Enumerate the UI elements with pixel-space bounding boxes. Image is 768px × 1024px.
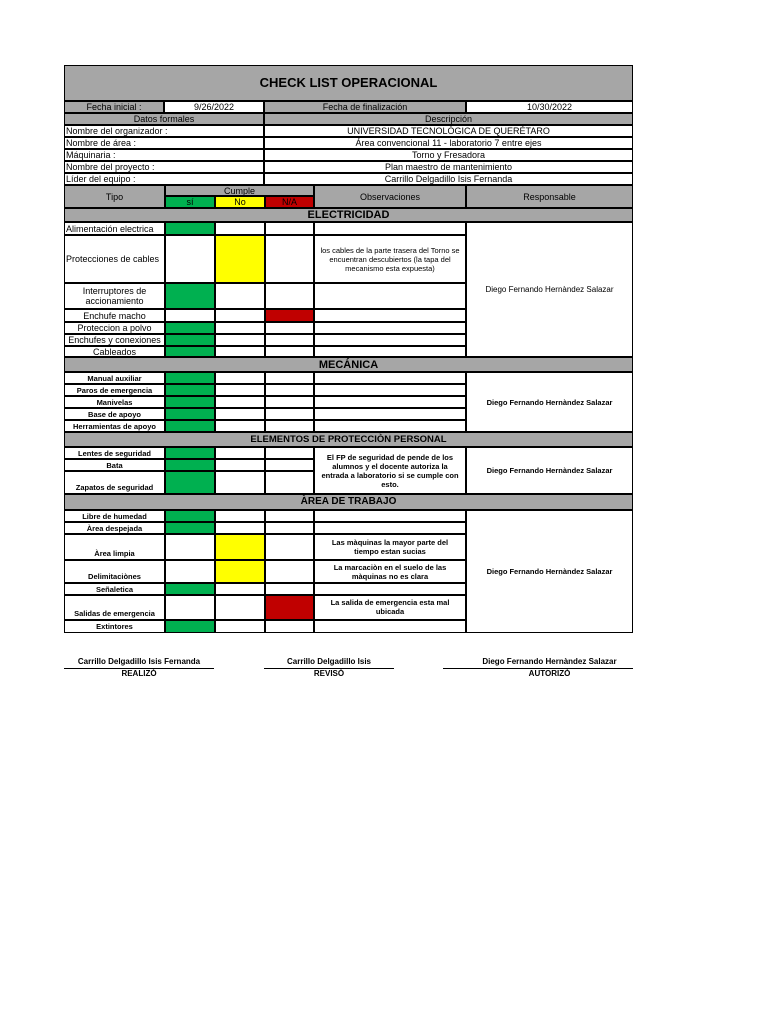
check-na[interactable]	[265, 334, 314, 346]
responsable-cell: Diego Fernando Hernàndez Salazar	[466, 447, 633, 494]
check-si[interactable]	[165, 420, 215, 432]
responsable-cell: Diego Fernando Hernàndez Salazar	[466, 510, 633, 633]
check-no[interactable]	[215, 384, 265, 396]
check-na[interactable]	[265, 396, 314, 408]
check-no[interactable]	[215, 471, 265, 494]
item-label: Base de apoyo	[64, 408, 165, 420]
obs-cell	[314, 283, 466, 309]
item-label: Cableados	[64, 346, 165, 357]
obs-cell	[314, 346, 466, 357]
check-si[interactable]	[165, 408, 215, 420]
check-si[interactable]	[165, 620, 215, 633]
signature-name-reviso: Carrillo Delgadillo Isis	[286, 657, 372, 666]
item-label: Salidas de emergencia	[64, 595, 165, 620]
start-date-value: 9/26/2022	[164, 101, 264, 113]
item-label: Zapatos de seguridad	[64, 471, 165, 494]
obs-cell	[314, 396, 466, 408]
check-si[interactable]	[165, 560, 215, 583]
obs-cell	[314, 309, 466, 322]
check-na[interactable]	[265, 309, 314, 322]
item-label: Bata	[64, 459, 165, 471]
check-no[interactable]	[215, 334, 265, 346]
formal-label: Máquinaria :	[64, 149, 264, 161]
item-label: Interruptores de accionamiento	[64, 283, 165, 309]
formal-value: Torno y Fresadora	[264, 149, 633, 161]
check-na[interactable]	[265, 534, 314, 560]
formal-value: Plan maestro de mantenimiento	[264, 161, 633, 173]
check-na[interactable]	[265, 522, 314, 534]
obs-cell	[314, 522, 466, 534]
obs-cell	[314, 420, 466, 432]
responsable-cell: Diego Fernando Hernàndez Salazar	[466, 222, 633, 357]
check-na[interactable]	[265, 471, 314, 494]
check-na[interactable]	[265, 322, 314, 334]
description-header: Descripción	[264, 113, 633, 125]
check-na[interactable]	[265, 620, 314, 633]
item-label: Protecciones de cables	[64, 235, 165, 283]
item-label: Proteccion a polvo	[64, 322, 165, 334]
col-na: N/A	[265, 196, 314, 208]
col-no: No	[215, 196, 265, 208]
item-label: Paros de emergencia	[64, 384, 165, 396]
check-si[interactable]	[165, 235, 215, 283]
check-si[interactable]	[165, 447, 215, 459]
section-area: ÀREA DE TRABAJO	[64, 494, 633, 510]
check-no[interactable]	[215, 396, 265, 408]
item-label: Herramientas de apoyo	[64, 420, 165, 432]
check-si[interactable]	[165, 334, 215, 346]
check-na[interactable]	[265, 384, 314, 396]
obs-cell	[314, 620, 466, 633]
check-si[interactable]	[165, 283, 215, 309]
obs-cell	[314, 222, 466, 235]
formal-value: UNIVERSIDAD TECNOLÓGICA DE QUERÉTARO	[264, 125, 633, 137]
obs-cell	[314, 334, 466, 346]
check-na[interactable]	[265, 595, 314, 620]
formal-label: Nombre del organizador :	[64, 125, 264, 137]
start-date-label: Fecha inicial :	[64, 101, 164, 113]
col-si: sí	[165, 196, 215, 208]
check-si[interactable]	[165, 309, 215, 322]
check-no[interactable]	[215, 346, 265, 357]
signature-name-realizo: Carrillo Delgadillo Isis Fernanda	[77, 657, 201, 666]
obs-cell	[314, 372, 466, 384]
check-si[interactable]	[165, 346, 215, 357]
check-si[interactable]	[165, 396, 215, 408]
section-epp: ELEMENTOS DE PROTECCIÒN PERSONAL	[64, 432, 633, 447]
check-no[interactable]	[215, 283, 265, 309]
obs-cell: La salida de emergencia esta mal ubicada	[314, 595, 466, 620]
col-responsable: Responsable	[466, 185, 633, 208]
check-si[interactable]	[165, 384, 215, 396]
item-label: Enchufe macho	[64, 309, 165, 322]
col-observaciones: Observaciones	[314, 185, 466, 208]
check-na[interactable]	[265, 222, 314, 235]
signature-name-autorizo: Diego Fernando Hernàndez Salazar	[482, 657, 617, 666]
obs-cell	[314, 322, 466, 334]
item-label: Señaletica	[64, 583, 165, 595]
check-si[interactable]	[165, 522, 215, 534]
col-cumple: Cumple	[165, 185, 314, 196]
obs-cell	[314, 510, 466, 522]
signature-role-reviso: REVISÓ	[313, 669, 345, 678]
check-no[interactable]	[215, 322, 265, 334]
check-si[interactable]	[165, 222, 215, 235]
item-label: Manivelas	[64, 396, 165, 408]
obs-cell: los cables de la parte trasera del Torno se encuentran descubiertos (la tapa del mecanismo esta expuesta)	[314, 235, 466, 283]
check-na[interactable]	[265, 235, 314, 283]
check-na[interactable]	[265, 346, 314, 357]
section-mecanica: MECÁNICA	[64, 357, 633, 372]
check-no[interactable]	[215, 583, 265, 595]
check-no[interactable]	[215, 595, 265, 620]
check-no[interactable]	[215, 534, 265, 560]
item-label: Manual auxiliar	[64, 372, 165, 384]
check-no[interactable]	[215, 620, 265, 633]
check-no[interactable]	[215, 235, 265, 283]
check-no[interactable]	[215, 447, 265, 459]
check-si[interactable]	[165, 510, 215, 522]
obs-cell: Las màquinas la mayor parte del tiempo estan sucias	[314, 534, 466, 560]
check-no[interactable]	[215, 309, 265, 322]
formal-label: Líder del equipo :	[64, 173, 264, 185]
obs-cell: La marcaciòn en el suelo de las màquinas no es clara	[314, 560, 466, 583]
formal-label: Nombre del proyecto :	[64, 161, 264, 173]
check-na[interactable]	[265, 420, 314, 432]
item-label: Enchufes y conexiones	[64, 334, 165, 346]
check-na[interactable]	[265, 447, 314, 459]
obs-cell	[314, 384, 466, 396]
check-no[interactable]	[215, 408, 265, 420]
check-no[interactable]	[215, 560, 265, 583]
check-no[interactable]	[215, 372, 265, 384]
check-si[interactable]	[165, 583, 215, 595]
signature-role-realizo: REALIZÓ	[121, 669, 157, 678]
obs-cell	[314, 408, 466, 420]
check-no[interactable]	[215, 522, 265, 534]
item-label: Libre de humedad	[64, 510, 165, 522]
check-na[interactable]	[265, 560, 314, 583]
end-date-label: Fecha de finalización	[264, 101, 466, 113]
signature-role-autorizo: AUTORIZÓ	[528, 669, 571, 678]
obs-cell: El FP de seguridad de pende de los alumnos y el docente autoriza la entrada a laboratorio si se cumple con esto.	[314, 447, 466, 494]
item-label: Lentes de seguridad	[64, 447, 165, 459]
responsable-cell: Diego Fernando Hernàndez Salazar	[466, 372, 633, 432]
item-label: Àrea despejada	[64, 522, 165, 534]
check-no[interactable]	[215, 222, 265, 235]
col-tipo: Tipo	[64, 185, 165, 208]
check-si[interactable]	[165, 471, 215, 494]
check-no[interactable]	[215, 420, 265, 432]
item-label: Delimitaciònes	[64, 560, 165, 583]
check-si[interactable]	[165, 534, 215, 560]
check-si[interactable]	[165, 372, 215, 384]
check-si[interactable]	[165, 322, 215, 334]
check-na[interactable]	[265, 459, 314, 471]
formal-label: Nombre de área :	[64, 137, 264, 149]
end-date-value: 10/30/2022	[466, 101, 633, 113]
check-no[interactable]	[215, 510, 265, 522]
section-electricidad: ELECTRICIDAD	[64, 208, 633, 222]
check-si[interactable]	[165, 595, 215, 620]
item-label: Extintores	[64, 620, 165, 633]
check-na[interactable]	[265, 283, 314, 309]
check-na[interactable]	[265, 372, 314, 384]
check-si[interactable]	[165, 459, 215, 471]
obs-cell	[314, 583, 466, 595]
formal-header: Datos formales	[64, 113, 264, 125]
formal-value: Área convencional 11 - laboratorio 7 entre ejes	[264, 137, 633, 149]
check-no[interactable]	[215, 459, 265, 471]
page-title: CHECK LIST OPERACIONAL	[64, 65, 633, 101]
item-label: Alimentación electrica	[64, 222, 165, 235]
check-na[interactable]	[265, 510, 314, 522]
check-na[interactable]	[265, 583, 314, 595]
formal-value: Carrillo Delgadillo Isis Fernanda	[264, 173, 633, 185]
check-na[interactable]	[265, 408, 314, 420]
item-label: Àrea limpia	[64, 534, 165, 560]
